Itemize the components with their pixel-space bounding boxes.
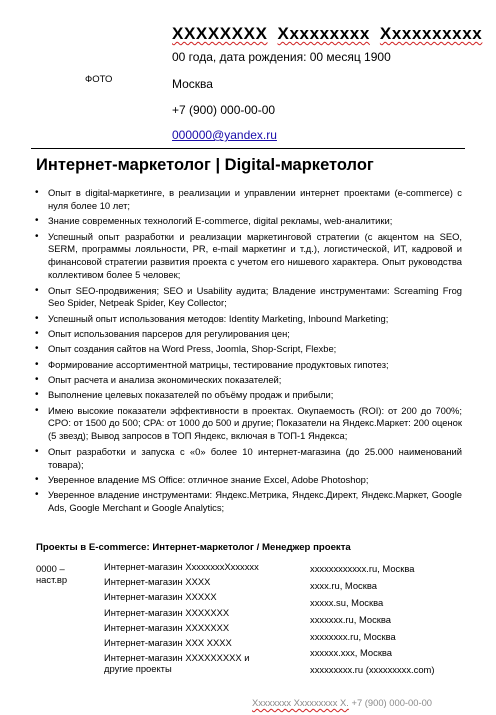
skill-item: • Опыт создания сайтов на Word Press, Joomla, Shop-Script, Flexbe; — [32, 343, 462, 356]
name-part-patronymic: Xxxxxxxxxx — [379, 24, 483, 43]
site-item: xxxxxxxxxxxx.ru, Москва — [310, 563, 415, 574]
projects-site-list — [310, 564, 434, 682]
role-title: Интернет-маркетолог | Digital-маркетолог — [36, 156, 374, 174]
skill-item: • Успешный опыт использования методов: Identity Marketing, Inbound Marketing; — [32, 313, 462, 326]
candidate-name — [172, 24, 492, 44]
skill-item: • Имею высокие показатели эффективности в проектах. Окупаемость (ROI): от 200 до 700%; CPO: от 1500 до 500; CPA: от 1000 до 500 и другие; Показатели на Яндекс.Маркет: 200 оценок (5 звезд); Вывод запросов в ТОП Яндекс, включая в ТОП-1 Яндекса; — [32, 405, 462, 444]
shop-item: Интернет-магазин ХХХХ — [104, 576, 211, 588]
name-part-surname: XXXXXXXX — [172, 24, 268, 43]
skill-item: • Уверенное владение инструментами: Яндекс.Метрика, Яндекс.Директ, Яндекс.Маркет, Google Ads, Google Merchant и Google Analytics; — [32, 489, 462, 515]
age-line: 00 года, дата рождения: 00 месяц 1900 — [172, 50, 391, 64]
shop-item: Интернет-магазин ХХХХХ — [104, 591, 217, 603]
site-item: xxxx.ru, Москва — [310, 579, 377, 591]
site-item: xxxxxxxxx.ru (xxxxxxxxx.com) — [310, 664, 435, 676]
skill-item: • Опыт расчета и анализа экономических показателей; — [32, 374, 462, 387]
shop-item: Интернет-магазин ХхххххххХхххххх — [104, 561, 259, 572]
shop-item: Интернет-магазин ХХХ ХХХХ — [104, 636, 232, 648]
skill-item: • Опыт использования парсеров для регулирования цен; — [32, 328, 462, 341]
footer-phone: +7 (900) 000-00-00 — [351, 697, 433, 708]
skill-item: • Знание современных технологий E-commerce, digital рекламы, web-аналитики; — [32, 215, 462, 228]
skill-item: • Успешный опыт разработки и реализации маркетинговой стратегии (с акцентом на SEO, SERM, программы лояльности, PR, e-mail маркетинг и т.д.), логистической, ИТ, кадровой и финансовой стратегии развития проекта с учетом его нишевого характера. Опыт руководства коллективом более 5 человек; — [32, 231, 462, 283]
skill-item: • Опыт разработки и запуска с «0» более 10 интернет-магазина (до 25.000 наименований товара); — [32, 446, 462, 472]
shop-item: Интернет-магазин ХХХХХХХХХ и другие проекты — [104, 652, 250, 674]
skill-item: • Формирование ассортиментной матрицы, тестирование продуктовых гипотез; — [32, 359, 462, 372]
projects-date-range: 0000 – наст.вр — [36, 563, 68, 585]
skill-item: • Уверенное владение MS Office: отличное знание Excel, Adobe Photoshop; — [32, 474, 462, 487]
projects-shop-list — [104, 562, 284, 679]
photo-placeholder: ФОТО — [85, 74, 113, 85]
shop-item: Интернет-магазин ХХХХХХХ — [104, 606, 230, 618]
site-item: xxxxx.su, Москва — [310, 596, 384, 608]
shop-item: Интернет-магазин ХХХХХХХ — [104, 621, 230, 633]
name-part-first: Xxxxxxxxx — [277, 24, 370, 43]
skill-item: • Опыт в digital-маркетинге, в реализации и управлении интернет проектами (e-commerce) с нуля более 10 лет; — [32, 187, 462, 213]
site-item: xxxxxxx.ru, Москва — [310, 613, 391, 625]
skill-item: • Опыт SEO-продвижения; SEO и Usability аудита; Владение инструментами: Screaming Frog Seo Spider, Netpeak Spider, Key Collector; — [32, 285, 462, 311]
skill-item: • Выполнение целевых показателей по объёму продаж и прибыли; — [32, 389, 462, 402]
city: Москва — [172, 77, 213, 91]
site-item: xxxxxxxx.ru, Москва — [310, 630, 396, 642]
phone: +7 (900) 000-00-00 — [172, 103, 276, 117]
email-link[interactable]: 000000@yandex.ru — [172, 128, 277, 142]
page-footer — [252, 697, 432, 708]
skills-list — [32, 187, 462, 517]
site-item: xxxxxx.xxx, Москва — [310, 647, 393, 659]
header-divider — [31, 148, 465, 149]
projects-title: Проекты в E-commerce: Интернет-маркетолог / Менеджер проекта — [36, 542, 351, 553]
footer-name: Хххххххх Ххххххххх Х. — [252, 697, 349, 708]
